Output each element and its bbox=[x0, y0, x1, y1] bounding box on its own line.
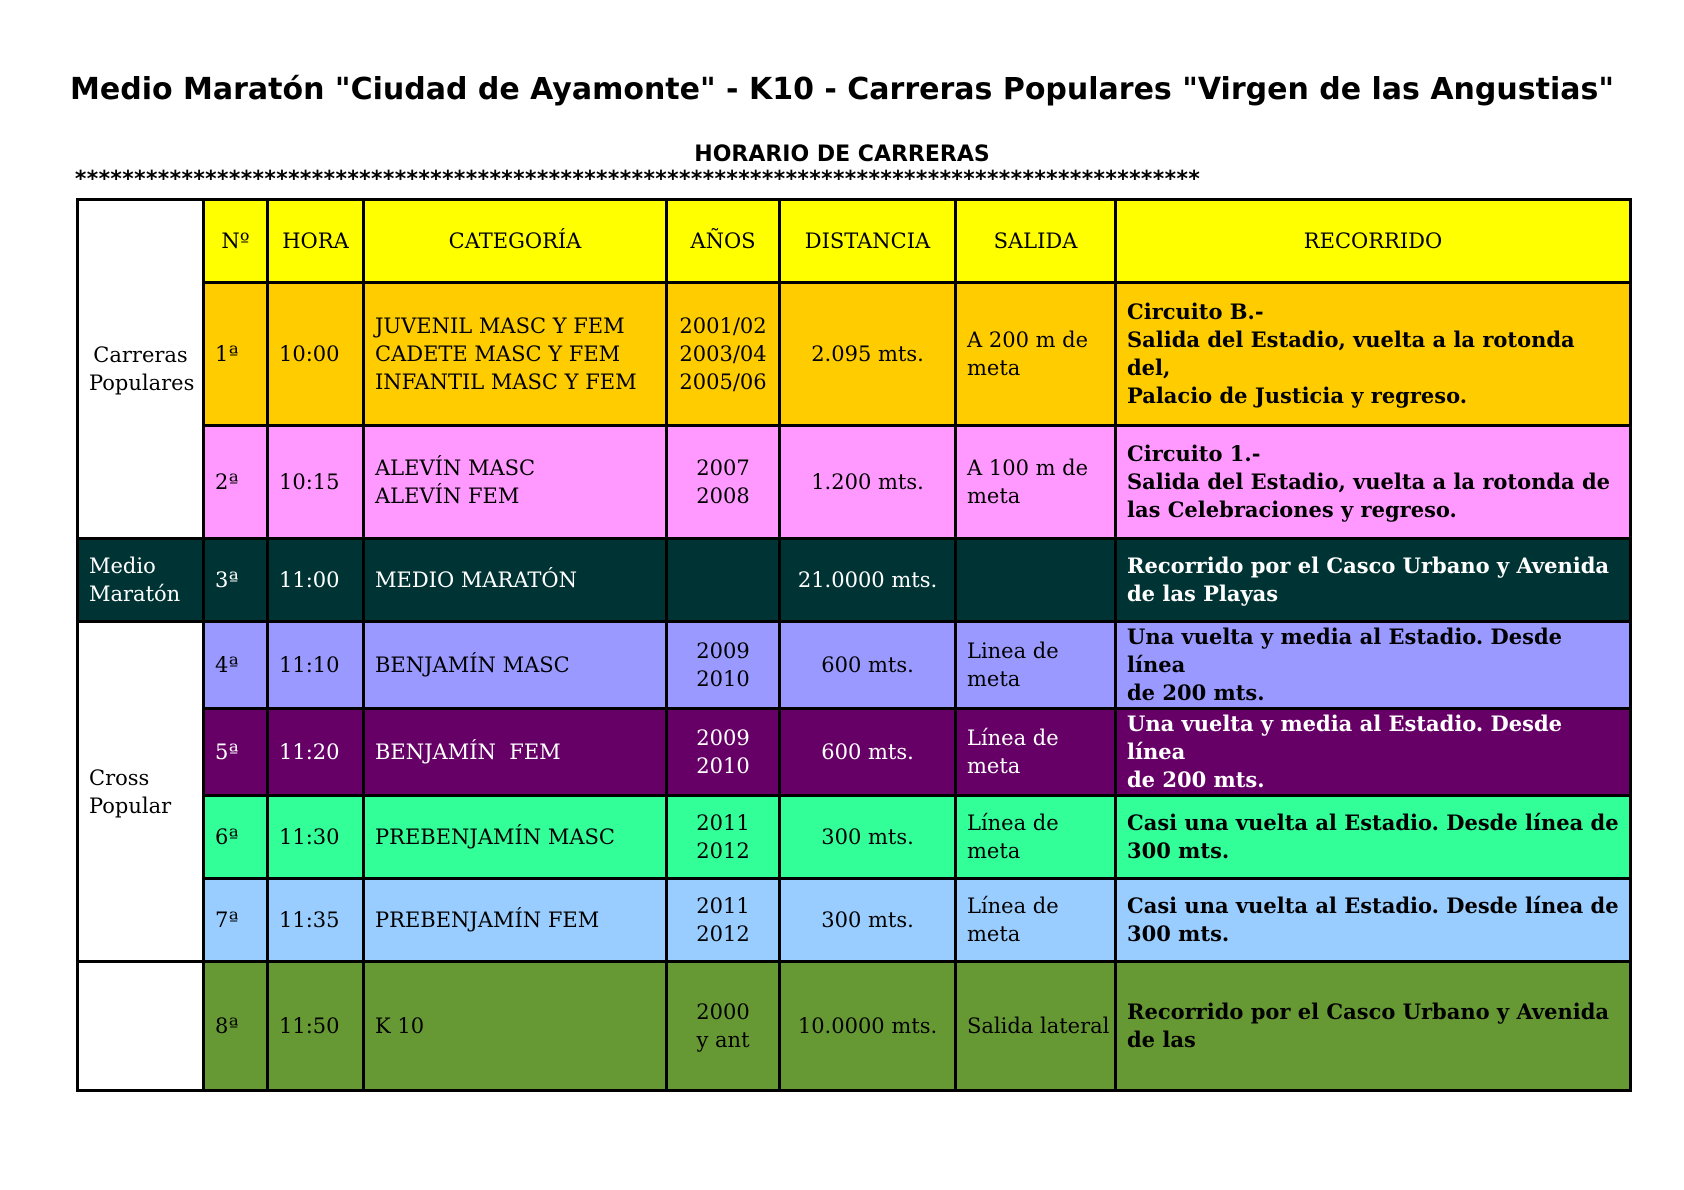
header-salida: SALIDA bbox=[956, 200, 1116, 283]
group-carreras-populares bbox=[78, 200, 204, 539]
race-categoria: PREBENJAMÍN MASC bbox=[364, 796, 667, 879]
race-salida bbox=[956, 622, 1116, 709]
recorrido-line: 300 mts. bbox=[1127, 921, 1230, 946]
table-row bbox=[78, 283, 1631, 426]
race-recorrido bbox=[1116, 796, 1631, 879]
recorrido-line: Salida del Estadio, vuelta a la rotonda del, bbox=[1127, 327, 1575, 380]
schedule-subtitle: HORARIO DE CARRERAS bbox=[694, 142, 990, 167]
race-salida bbox=[956, 426, 1116, 539]
recorrido-line: de las bbox=[1127, 1027, 1196, 1052]
table-row bbox=[78, 879, 1631, 962]
race-hora: 11:00 bbox=[268, 539, 364, 622]
race-num: 7ª bbox=[204, 879, 268, 962]
race-distancia: 300 mts. bbox=[780, 796, 956, 879]
race-distancia: 300 mts. bbox=[780, 879, 956, 962]
race-num: 3ª bbox=[204, 539, 268, 622]
salida-line: meta bbox=[967, 484, 1021, 508]
race-hora: 11:10 bbox=[268, 622, 364, 709]
salida-line: A 100 m de bbox=[967, 456, 1089, 480]
recorrido-line: de las Playas bbox=[1127, 581, 1279, 606]
salida-line: A 200 m de bbox=[967, 328, 1089, 352]
race-anos bbox=[667, 879, 780, 962]
race-num: 4ª bbox=[204, 622, 268, 709]
race-salida bbox=[956, 879, 1116, 962]
anos-line: 2011 bbox=[696, 811, 750, 835]
anos-line: 2009 bbox=[696, 639, 750, 663]
race-num: 6ª bbox=[204, 796, 268, 879]
salida-line: meta bbox=[967, 922, 1021, 946]
anos-line: 2009 bbox=[696, 726, 750, 750]
race-distancia: 21.0000 mts. bbox=[780, 539, 956, 622]
race-anos bbox=[667, 796, 780, 879]
race-salida: Salida lateral bbox=[956, 962, 1116, 1091]
table-row bbox=[78, 426, 1631, 539]
race-salida bbox=[956, 283, 1116, 426]
anos-line: 2012 bbox=[696, 922, 750, 946]
header-categoria: CATEGORÍA bbox=[364, 200, 667, 283]
anos-line: 2000 bbox=[696, 1000, 750, 1024]
recorrido-line: Circuito B.- bbox=[1127, 299, 1264, 324]
asterisk-separator: *********************************************************************************************** bbox=[74, 168, 1200, 192]
categoria-line: JUVENIL MASC Y FEM bbox=[375, 314, 625, 338]
recorrido-line: Recorrido por el Casco Urbano y Avenida bbox=[1127, 553, 1609, 578]
group-medio-maraton bbox=[78, 539, 204, 622]
race-distancia: 10.0000 mts. bbox=[780, 962, 956, 1091]
race-hora: 11:20 bbox=[268, 709, 364, 796]
anos-line: 2007 bbox=[696, 456, 750, 480]
header-recorrido: RECORRIDO bbox=[1116, 200, 1631, 283]
anos-line: 2003/04 bbox=[679, 342, 767, 366]
anos-line: 2008 bbox=[696, 484, 750, 508]
salida-line: meta bbox=[967, 667, 1021, 691]
anos-line: 2010 bbox=[696, 667, 750, 691]
race-recorrido bbox=[1116, 962, 1631, 1091]
race-salida bbox=[956, 539, 1116, 622]
race-anos bbox=[667, 709, 780, 796]
anos-line: 2011 bbox=[696, 894, 750, 918]
recorrido-line: de 200 mts. bbox=[1127, 680, 1265, 705]
race-categoria bbox=[364, 283, 667, 426]
recorrido-line: Casi una vuelta al Estadio. Desde línea de bbox=[1127, 893, 1619, 918]
race-hora: 10:00 bbox=[268, 283, 364, 426]
salida-line: meta bbox=[967, 356, 1021, 380]
race-distancia: 600 mts. bbox=[780, 622, 956, 709]
anos-line: 2001/02 bbox=[679, 314, 767, 338]
categoria-line: INFANTIL MASC Y FEM bbox=[375, 370, 637, 394]
group-k10 bbox=[78, 962, 204, 1091]
recorrido-line: Una vuelta y media al Estadio. Desde línea bbox=[1127, 624, 1562, 677]
anos-line: 2012 bbox=[696, 839, 750, 863]
race-recorrido bbox=[1116, 539, 1631, 622]
table-row bbox=[78, 539, 1631, 622]
group-label-line: Maratón bbox=[89, 582, 181, 606]
group-label-line: Populares bbox=[89, 371, 195, 395]
race-distancia: 1.200 mts. bbox=[780, 426, 956, 539]
group-label-line: Medio bbox=[89, 554, 156, 578]
race-num: 1ª bbox=[204, 283, 268, 426]
table-row bbox=[78, 709, 1631, 796]
race-categoria: PREBENJAMÍN FEM bbox=[364, 879, 667, 962]
race-anos bbox=[667, 539, 780, 622]
race-anos bbox=[667, 622, 780, 709]
recorrido-line: 300 mts. bbox=[1127, 838, 1230, 863]
recorrido-line: de 200 mts. bbox=[1127, 767, 1265, 792]
race-anos bbox=[667, 962, 780, 1091]
race-salida bbox=[956, 709, 1116, 796]
race-hora: 11:30 bbox=[268, 796, 364, 879]
anos-line: 2005/06 bbox=[679, 370, 767, 394]
recorrido-line: las Celebraciones y regreso. bbox=[1127, 497, 1457, 522]
table-row bbox=[78, 796, 1631, 879]
header-num: Nº bbox=[204, 200, 268, 283]
race-categoria bbox=[364, 426, 667, 539]
recorrido-line: Salida del Estadio, vuelta a la rotonda de bbox=[1127, 469, 1611, 494]
header-hora: HORA bbox=[268, 200, 364, 283]
race-num: 5ª bbox=[204, 709, 268, 796]
race-recorrido bbox=[1116, 283, 1631, 426]
race-categoria: BENJAMÍN MASC bbox=[364, 622, 667, 709]
salida-line: Linea de bbox=[967, 639, 1059, 663]
race-salida bbox=[956, 796, 1116, 879]
anos-line: y ant bbox=[696, 1028, 750, 1052]
table-row bbox=[78, 622, 1631, 709]
race-recorrido bbox=[1116, 622, 1631, 709]
race-num: 8ª bbox=[204, 962, 268, 1091]
header-distancia: DISTANCIA bbox=[780, 200, 956, 283]
page-title: Medio Maratón "Ciudad de Ayamonte" - K10 - Carreras Populares "Virgen de las Angustias" bbox=[70, 72, 1614, 107]
salida-line: Línea de bbox=[967, 894, 1059, 918]
race-anos bbox=[667, 426, 780, 539]
race-distancia: 600 mts. bbox=[780, 709, 956, 796]
salida-line: meta bbox=[967, 839, 1021, 863]
anos-line: 2010 bbox=[696, 754, 750, 778]
salida-line: Línea de bbox=[967, 811, 1059, 835]
race-categoria: BENJAMÍN FEM bbox=[364, 709, 667, 796]
categoria-line: ALEVÍN FEM bbox=[375, 484, 520, 508]
race-categoria: K 10 bbox=[364, 962, 667, 1091]
race-recorrido bbox=[1116, 709, 1631, 796]
group-label-line: Carreras bbox=[93, 343, 188, 367]
recorrido-line: Recorrido por el Casco Urbano y Avenida bbox=[1127, 999, 1609, 1024]
race-hora: 10:15 bbox=[268, 426, 364, 539]
race-recorrido bbox=[1116, 426, 1631, 539]
race-hora: 11:50 bbox=[268, 962, 364, 1091]
group-cross-popular bbox=[78, 622, 204, 962]
race-schedule-table bbox=[76, 198, 1632, 1092]
race-categoria: MEDIO MARATÓN bbox=[364, 539, 667, 622]
recorrido-line: Circuito 1.- bbox=[1127, 441, 1261, 466]
race-recorrido bbox=[1116, 879, 1631, 962]
race-hora: 11:35 bbox=[268, 879, 364, 962]
header-anos: AÑOS bbox=[667, 200, 780, 283]
group-label-line: Cross bbox=[89, 765, 150, 790]
recorrido-line: Casi una vuelta al Estadio. Desde línea de bbox=[1127, 810, 1619, 835]
categoria-line: ALEVÍN MASC bbox=[375, 456, 536, 480]
salida-line: Línea de bbox=[967, 726, 1059, 750]
race-anos bbox=[667, 283, 780, 426]
recorrido-line: Palacio de Justicia y regreso. bbox=[1127, 383, 1468, 408]
table-row bbox=[78, 962, 1631, 1091]
categoria-line: CADETE MASC Y FEM bbox=[375, 342, 621, 366]
group-label-line: Popular bbox=[89, 793, 172, 818]
race-distancia: 2.095 mts. bbox=[780, 283, 956, 426]
salida-line: meta bbox=[967, 754, 1021, 778]
race-num: 2ª bbox=[204, 426, 268, 539]
header-row bbox=[78, 200, 1631, 283]
recorrido-line: Una vuelta y media al Estadio. Desde línea bbox=[1127, 711, 1562, 764]
